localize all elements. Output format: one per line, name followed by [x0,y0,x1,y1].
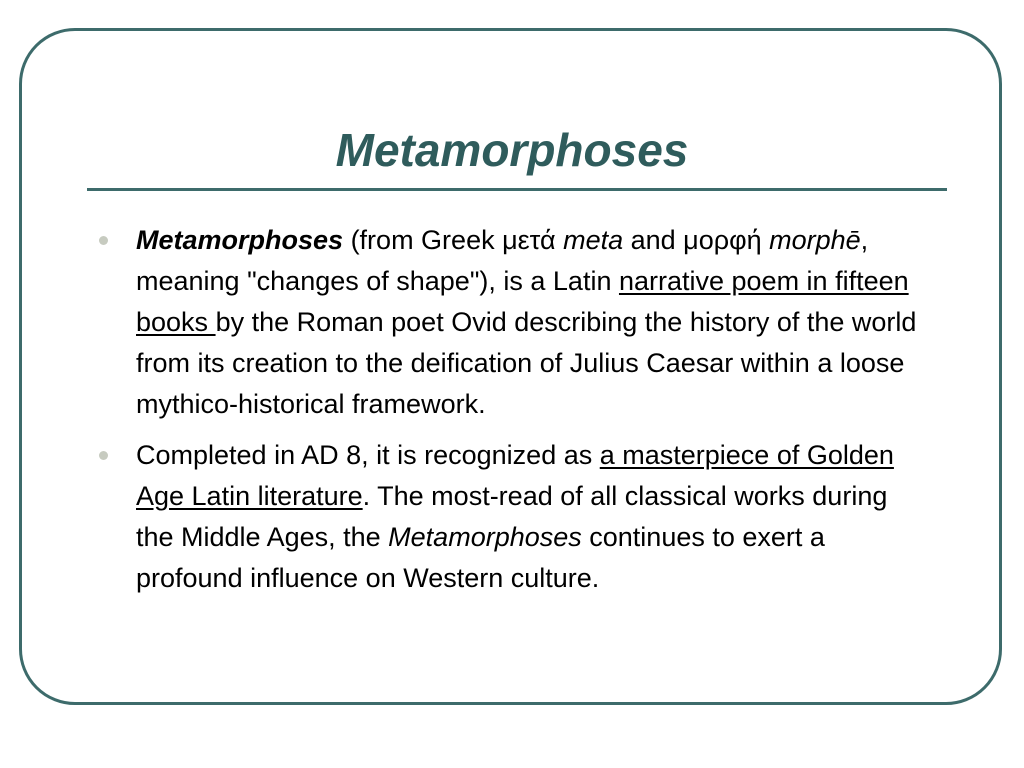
bullet-text: by the Roman poet Ovid describing the history of the world from its creation to the deification of Julius Caesar within a loose mythico-historical framework. [136,307,917,419]
italic-term: meta [563,225,624,255]
bullet-item-1 [90,220,920,425]
bullet-text: continues to exert a profound influence on Western culture. [136,522,825,593]
bullet-text: , meaning "changes of shape"), is a Latin [136,225,869,296]
bullet-dot-icon [99,236,108,245]
bullet-list [90,220,920,609]
bold-term: Metamorphoses [136,225,344,255]
bullet-text: . The most-read of all classical works during the Middle Ages, the [136,481,888,552]
title-underline-rule [87,188,947,191]
bullet-text: Completed in AD 8, it is recognized as [136,440,600,470]
bullet-text: (from Greek μετά [343,225,564,255]
italic-term: Metamorphoses [388,522,582,552]
slide-title: Metamorphoses [335,124,689,176]
italic-term: morphē [769,225,861,255]
bullet-dot-icon [99,451,108,460]
link-narrative-poem[interactable]: narrative poem in fifteen books [136,266,909,337]
bullet-item-2 [90,435,920,599]
bullet-text: and μορφή [623,225,770,255]
link-masterpiece[interactable]: a masterpiece of Golden Age Latin literature [136,440,894,511]
